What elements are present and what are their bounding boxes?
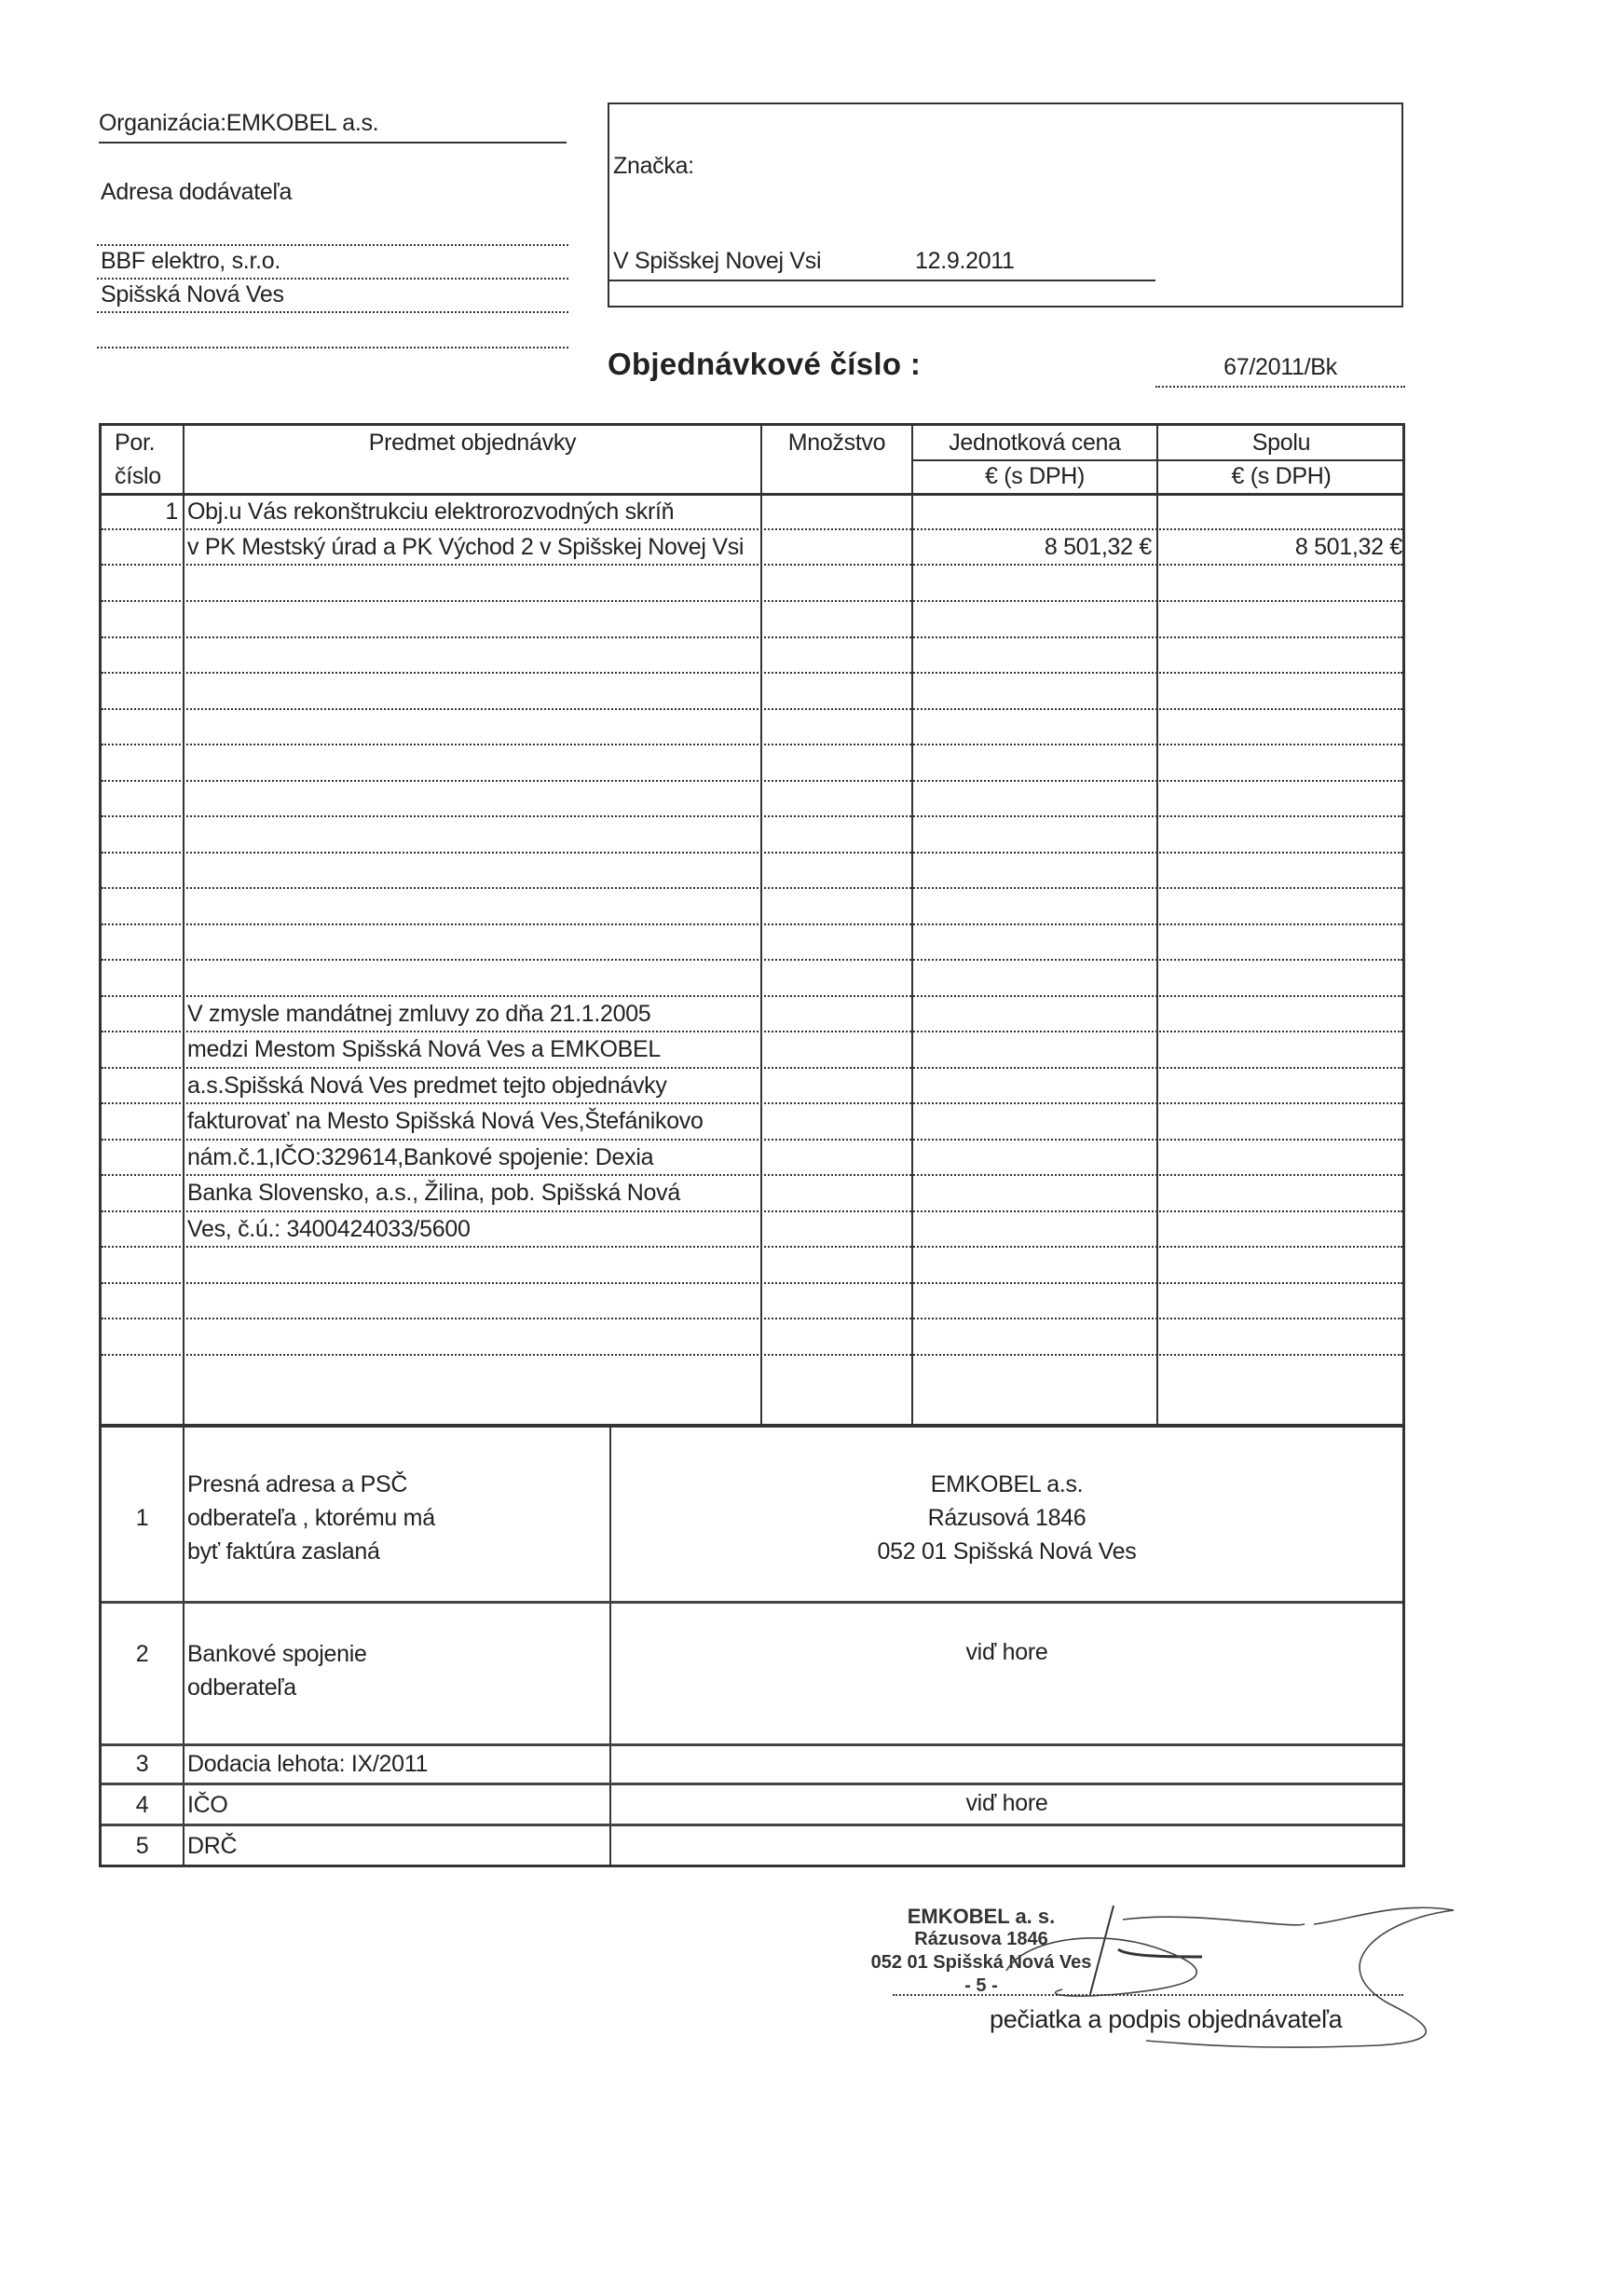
info-col-divider-label xyxy=(183,1427,184,1865)
row-line xyxy=(102,887,1402,889)
info-label: DRČ xyxy=(187,1833,238,1859)
row-line xyxy=(102,636,1402,638)
info-value: viď hore xyxy=(965,1790,1048,1816)
stamp-line: 052 01 Spišská Nová Ves xyxy=(870,1952,1092,1973)
info-row-number: 2 xyxy=(135,1641,149,1667)
date-text: 12.9.2011 xyxy=(915,248,1015,274)
stamp-line: - 5 - xyxy=(964,1975,998,1996)
order-table xyxy=(99,423,1405,1428)
info-label: IČO xyxy=(187,1792,228,1818)
supplier-line-empty xyxy=(97,347,568,348)
item-subject-line-1: Obj.u Vás rekonštrukciu elektrorozvodných skríň xyxy=(187,499,675,525)
info-row-number: 4 xyxy=(135,1792,149,1818)
note-line: nám.č.1,IČO:329614,Bankové spojenie: Dexia xyxy=(187,1144,654,1170)
info-label: odberateľa xyxy=(187,1674,296,1701)
info-value: Rázusová 1846 xyxy=(927,1505,1086,1531)
place-text: V Spišskej Novej Vsi xyxy=(613,248,822,274)
row-line xyxy=(102,528,1402,530)
stamp-line: Rázusova 1846 xyxy=(914,1929,1048,1949)
place-date-line xyxy=(609,246,1155,281)
organization-text: Organizácia:EMKOBEL a.s. xyxy=(99,110,379,136)
znacka-label: Značka: xyxy=(613,153,694,179)
info-label: byť faktúra zaslaná xyxy=(187,1538,380,1565)
supplier-city: Spišská Nová Ves xyxy=(101,281,284,308)
info-row-divider xyxy=(102,1824,1402,1826)
row-line xyxy=(102,995,1402,997)
buyer-info-table xyxy=(99,1424,1405,1867)
row-line xyxy=(102,923,1402,925)
item-total: 8 501,32 € xyxy=(1294,534,1402,560)
header-subject: Predmet objednávky xyxy=(368,430,577,456)
supplier-name: BBF elektro, s.r.o. xyxy=(101,248,280,274)
row-line xyxy=(102,1067,1402,1069)
info-value: 052 01 Spišská Nová Ves xyxy=(877,1538,1137,1565)
row-line xyxy=(102,1174,1402,1176)
col-divider-subject xyxy=(183,426,184,1425)
info-row-divider xyxy=(102,1601,1402,1604)
note-line: a.s.Spišská Nová Ves predmet tejto objednávky xyxy=(187,1073,667,1099)
row-line xyxy=(102,815,1402,817)
signature-caption: pečiatka a podpis objednávateľa xyxy=(990,2005,1343,2033)
info-label: Dodacia lehota: IX/2011 xyxy=(187,1751,429,1777)
note-line: Banka Slovensko, a.s., Žilina, pob. Spišská Nová xyxy=(187,1180,680,1206)
note-line: medzi Mestom Spišská Nová Ves a EMKOBEL xyxy=(187,1036,661,1062)
header-total: Spolu xyxy=(1251,430,1311,456)
info-value: viď hore xyxy=(965,1639,1048,1665)
info-row-divider xyxy=(102,1743,1402,1746)
supplier-line-top xyxy=(97,244,568,246)
info-row-number: 1 xyxy=(135,1505,149,1531)
row-line xyxy=(102,672,1402,674)
note-line: fakturovať na Mesto Spišská Nová Ves,Štefánikovo xyxy=(187,1108,704,1134)
signature-line xyxy=(893,1994,1403,1996)
header-unit-price-currency: € (s DPH) xyxy=(984,463,1086,489)
row-line xyxy=(102,1282,1402,1284)
info-label: Bankové spojenie xyxy=(187,1641,367,1667)
note-line: V zmysle mandátnej zmluvy zo dňa 21.1.2005 xyxy=(187,1001,651,1027)
row-line xyxy=(102,780,1402,782)
row-line xyxy=(102,564,1402,566)
info-row-number: 3 xyxy=(135,1751,149,1777)
order-number-label: Objednávkové číslo : xyxy=(608,347,922,381)
order-number-field xyxy=(1155,354,1405,388)
row-line xyxy=(102,600,1402,602)
row-line xyxy=(102,1102,1402,1104)
row-line xyxy=(102,1318,1402,1319)
row-line xyxy=(102,852,1402,854)
item-unit-price: 8 501,32 € xyxy=(1044,534,1152,560)
info-label: Presná adresa a PSČ xyxy=(187,1471,408,1497)
supplier-name-line xyxy=(97,248,568,280)
header-quantity: Množstvo xyxy=(787,430,886,456)
stamp-line: EMKOBEL a. s. xyxy=(907,1905,1056,1928)
info-label: odberateľa , ktorému má xyxy=(187,1505,435,1531)
znacka-box xyxy=(608,102,1403,308)
header-por: Por. xyxy=(115,430,156,456)
row-line xyxy=(102,1246,1402,1248)
organization-field xyxy=(99,110,567,144)
col-divider-unit-price xyxy=(911,426,913,1425)
header-total-currency: € (s DPH) xyxy=(1231,463,1332,489)
supplier-address-label: Adresa dodávateľa xyxy=(101,179,293,205)
header-unit-price: Jednotková cena xyxy=(949,430,1121,456)
row-line xyxy=(102,1210,1402,1212)
row-line xyxy=(102,708,1402,710)
info-row-divider xyxy=(102,1783,1402,1785)
col-divider-total xyxy=(1156,426,1158,1425)
header-sub-divider xyxy=(911,459,1402,461)
item-number: 1 xyxy=(165,499,178,525)
row-line xyxy=(102,959,1402,961)
row-line xyxy=(102,1139,1402,1141)
row-line xyxy=(102,1354,1402,1356)
note-line: Ves, č.ú.: 3400424033/5600 xyxy=(187,1216,471,1242)
item-subject-line-2: v PK Mestský úrad a PK Východ 2 v Spišskej Novej Vsi xyxy=(187,534,745,560)
row-line xyxy=(102,744,1402,745)
supplier-city-line xyxy=(97,281,568,313)
header-bottom-border xyxy=(102,493,1402,496)
row-line xyxy=(102,1031,1402,1032)
order-number: 67/2011/Bk xyxy=(1223,354,1337,380)
info-value: EMKOBEL a.s. xyxy=(930,1471,1084,1497)
header-cislo: číslo xyxy=(115,463,161,489)
info-row-number: 5 xyxy=(135,1833,149,1859)
col-divider-quantity xyxy=(760,426,762,1425)
